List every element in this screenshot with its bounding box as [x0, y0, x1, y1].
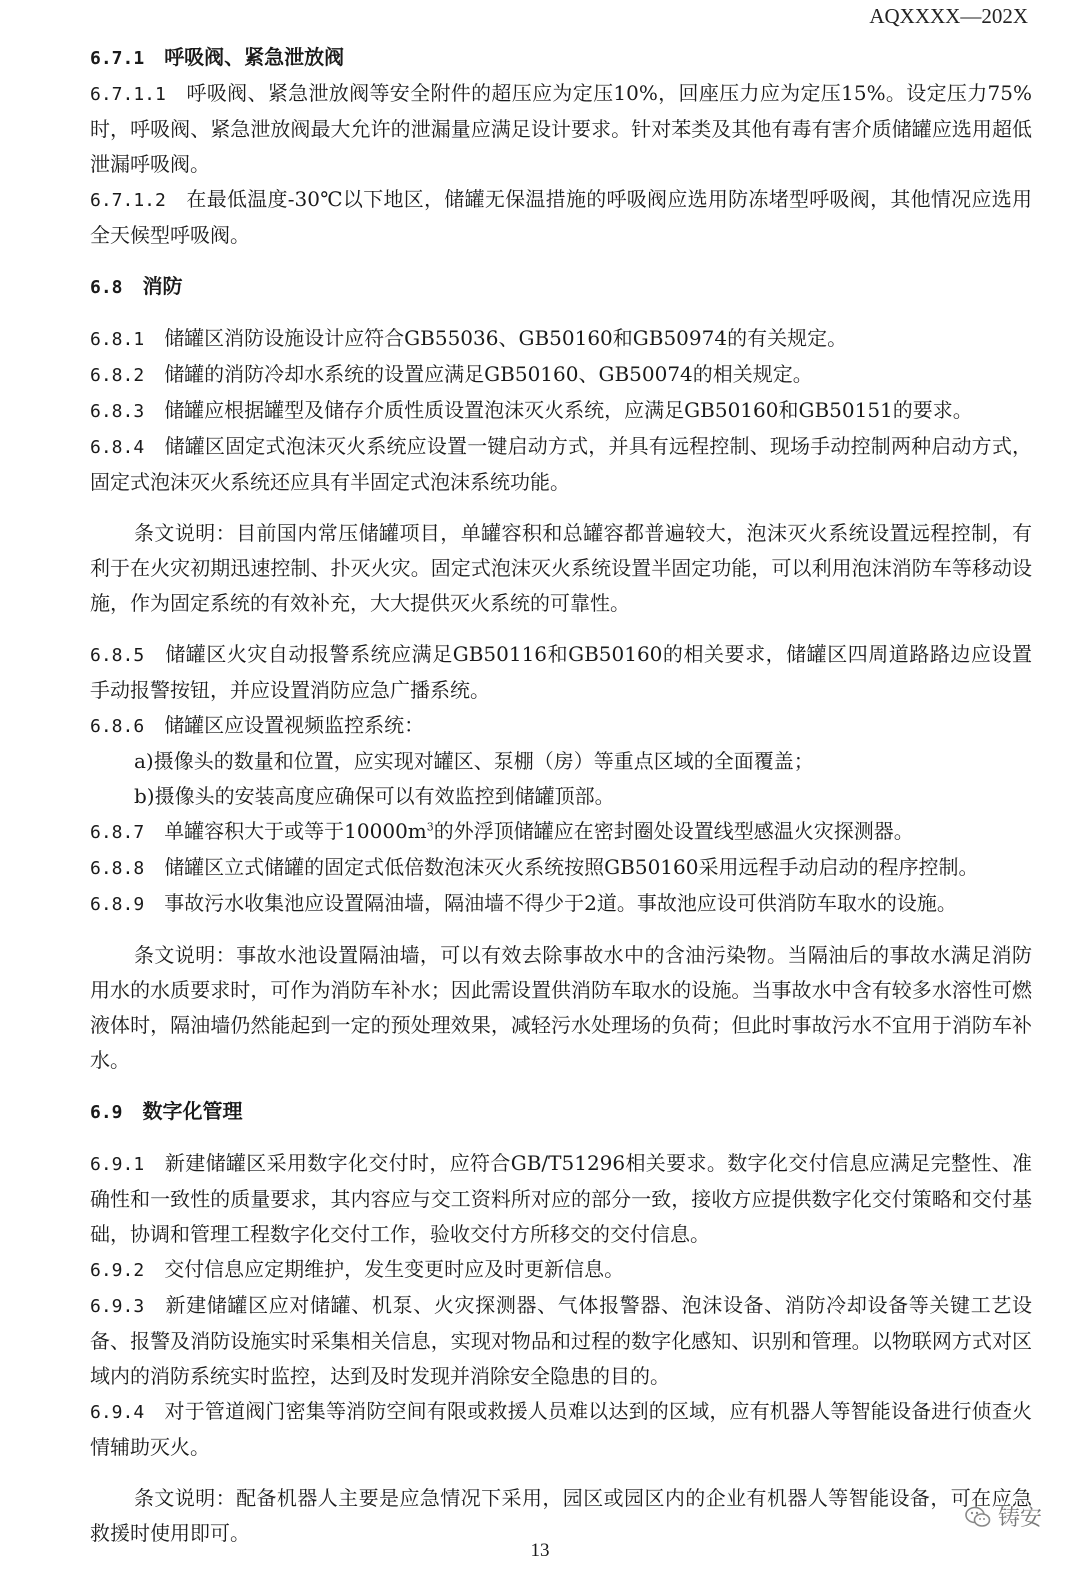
clause-number: 6.7.1.2	[90, 190, 166, 211]
clause-note	[90, 938, 1032, 1078]
watermark	[964, 1501, 1042, 1532]
clause-text-continued: 的外浮顶储罐应在密封圈处设置线型感温火灾探测器。	[433, 819, 914, 843]
clause-text: 交付信息应定期维护，发生变更时应及时更新信息。	[164, 1257, 625, 1281]
clause-text: a)摄像头的数量和位置，应实现对罐区、泵棚（房）等重点区域的全面覆盖；	[134, 749, 814, 773]
clause-text: 呼吸阀、紧急泄放阀等安全附件的超压应为定压10%，回座压力应为定压15%。设定压力75%时，呼吸阀、紧急泄放阀最大允许的泄漏量应满足设计要求。针对苯类及其他有毒有害介质储罐应选用超低泄漏呼吸阀。	[90, 81, 1033, 176]
section-heading	[90, 40, 1032, 76]
clause	[90, 321, 1032, 357]
clause-number: 6.8.3	[90, 401, 145, 422]
clause-number: 6.8.7	[90, 822, 145, 843]
clause-text: 呼吸阀、紧急泄放阀	[164, 45, 345, 69]
clause-text: 条文说明：配备机器人主要是应急情况下采用，园区或园区内的企业有机器人等智能设备，可在应急救援时使用即可。	[90, 1486, 1032, 1545]
clause-text: 对于管道阀门密集等消防空间有限或救援人员难以达到的区域，应有机器人等智能设备进行侦查火情辅助灭火。	[90, 1399, 1033, 1459]
clause	[90, 393, 1032, 429]
clause	[90, 708, 1032, 744]
clause	[90, 76, 1032, 182]
clause-number: 6.7.1	[90, 48, 145, 69]
clause-number: 6.8	[90, 277, 123, 298]
clause	[90, 357, 1032, 393]
clause	[90, 637, 1032, 708]
clause-number: 6.9.1	[90, 1154, 145, 1175]
watermark-text: 铸安	[997, 1506, 1042, 1531]
clause-text: 单罐容积大于或等于10000m	[164, 819, 427, 843]
clause-text: 新建储罐区采用数字化交付时，应符合GB/T51296相关要求。数字化交付信息应满足完整性、准确性和一致性的质量要求，其内容应与交工资料所对应的部分一致，接收方应提供数字化交付策略和交付基础，协调和管理工程数字化交付工作，验收交付方所移交的交付信息。	[90, 1151, 1033, 1246]
clause	[90, 182, 1032, 253]
clause-number: 6.9	[90, 1102, 123, 1123]
clause-text: 消防	[142, 274, 183, 298]
clause-text: 新建储罐区应对储罐、机泵、火灾探测器、气体报警器、泡沫设备、消防冷却设备等关键工艺设备、报警及消防设施实时采集相关信息，实现对物品和过程的数字化感知、识别和管理。以物联网方式对区域内的消防系统实时监控，达到及时发现并消除安全隐患的目的。	[90, 1293, 1033, 1388]
clause-number: 6.9.4	[90, 1402, 145, 1423]
clause-number: 6.8.9	[90, 894, 145, 915]
clause-number: 6.8.6	[90, 716, 145, 737]
clause	[90, 1252, 1032, 1288]
clause-text: 储罐区立式储罐的固定式低倍数泡沫灭火系统按照GB50160采用远程手动启动的程序控制。	[164, 855, 979, 879]
sub-item	[90, 744, 1032, 779]
clause	[90, 1394, 1032, 1465]
clause-text: 条文说明：目前国内常压储罐项目，单罐容积和总罐容都普遍较大，泡沫灭火系统设置远程控制，有利于在火灾初期迅速控制、扑灭火灾。固定式泡沫灭火系统设置半固定功能，可以利用泡沫消防车等移动设施，作为固定系统的有效补充，大大提供灭火系统的可靠性。	[90, 521, 1032, 615]
clause-text: 在最低温度-30℃以下地区，储罐无保温措施的呼吸阀应选用防冻堵型呼吸阀，其他情况应选用全天候型呼吸阀。	[90, 187, 1032, 247]
clause	[90, 1288, 1032, 1394]
clause-text: 条文说明：事故水池设置隔油墙，可以有效去除事故水中的含油污染物。当隔油后的事故水满足消防用水的水质要求时，可作为消防车补水；因此需设置供消防车取水的设施。当事故水中含有较多水溶性可燃液体时，隔油墙仍然能起到一定的预处理效果，减轻污水处理场的负荷；但此时事故污水不宜用于消防车补水。	[90, 943, 1032, 1072]
section-heading	[90, 269, 1032, 305]
clause	[90, 850, 1032, 886]
clause-text: 储罐区消防设施设计应符合GB55036、GB50160和GB50974的有关规定。	[164, 326, 848, 350]
clause	[90, 886, 1032, 922]
clause-number: 6.8.5	[90, 645, 145, 666]
clause-text: 储罐区固定式泡沫灭火系统应设置一键启动方式，并具有远程控制、现场手动控制两种启动方式，固定式泡沫灭火系统还应具有半固定式泡沫系统功能。	[90, 434, 1033, 494]
clause	[90, 1146, 1032, 1252]
doc-code: AQXXXX—202X	[869, 4, 1028, 28]
clause-text: 储罐应根据罐型及储存介质性质设置泡沫灭火系统，应满足GB50160和GB50151的要求。	[164, 398, 973, 422]
document-body	[90, 40, 1032, 1551]
superscript: 3	[426, 820, 434, 834]
sub-item	[90, 779, 1032, 814]
clause	[90, 429, 1032, 500]
clause-number: 6.9.2	[90, 1260, 145, 1281]
clause	[90, 814, 1032, 850]
wechat-icon	[964, 1505, 992, 1529]
page-number: 13	[530, 1540, 550, 1561]
clause-text: b)摄像头的安装高度应确保可以有效监控到储罐顶部。	[134, 784, 615, 808]
clause-note	[90, 516, 1032, 621]
clause-number: 6.9.3	[90, 1296, 145, 1317]
clause-number: 6.8.1	[90, 329, 145, 350]
section-heading	[90, 1094, 1032, 1130]
clause-text: 事故污水收集池应设置隔油墙，隔油墙不得少于2道。事故池应设可供消防车取水的设施。	[164, 891, 957, 915]
clause-text: 储罐区应设置视频监控系统：	[164, 713, 425, 737]
clause-text: 储罐的消防冷却水系统的设置应满足GB50160、GB50074的相关规定。	[164, 362, 813, 386]
clause-number: 6.7.1.1	[90, 84, 166, 105]
clause-number: 6.8.8	[90, 858, 145, 879]
clause-text: 储罐区火灾自动报警系统应满足GB50116和GB50160的相关要求，储罐区四周道路路边应设置手动报警按钮，并应设置消防应急广播系统。	[90, 642, 1033, 702]
clause-number: 6.8.2	[90, 365, 145, 386]
clause-number: 6.8.4	[90, 437, 145, 458]
clause-text: 数字化管理	[142, 1099, 243, 1123]
